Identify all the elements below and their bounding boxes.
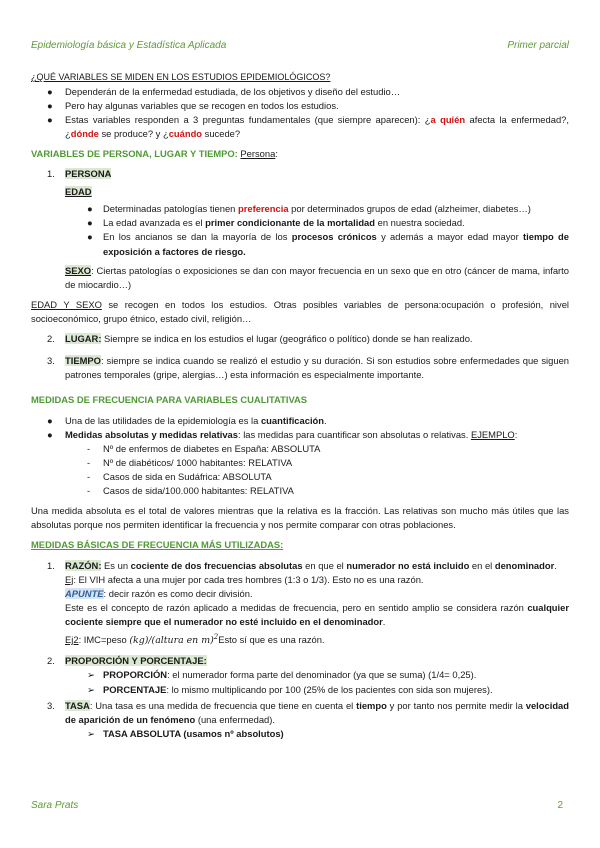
footer-author: Sara Prats [31, 800, 79, 811]
dash-icon: - [87, 471, 91, 483]
persona-heading: PERSONA [65, 168, 112, 180]
list-item: ● Medidas absolutas y medidas relativas: las medidas para cuantificar son absolutas o relativas. EJEMPLO: [31, 428, 569, 442]
section-title-variables: ¿QUÉ VARIABLES SE MIDEN EN LOS ESTUDIOS EPIDEMIOLÓGICOS? [31, 72, 331, 82]
arrow-icon: ➢ [87, 669, 95, 681]
bullet-icon: ● [87, 217, 93, 229]
list-item: ● En los ancianos se dan la mayoría de los procesos crónicos y además a mayor edad mayor tiempo de exposición a factores de riesgo. [87, 231, 569, 257]
list-item: ● Dependerán de la enfermedad estudiada, de los objetivos y diseño del estudio… [31, 85, 569, 99]
arrow-icon: ➢ [87, 683, 95, 695]
bullet-icon: ● [47, 99, 53, 111]
numbered-item-proporcion: 2. PROPORCIÓN Y PORCENTAJE: [47, 655, 207, 667]
list-item: ● Una de las utilidades de la epidemiología es la cuantificación. [31, 414, 569, 428]
page-content [31, 71, 569, 741]
list-item: ➢ PROPORCIÓN: el numerador forma parte del denominador (ya que se suma) (1/4= 0,25). [31, 668, 569, 682]
section-title-persona: VARIABLES DE PERSONA, LUGAR Y TIEMPO: Persona: [31, 147, 278, 159]
example-item: - Casos de sida en Sudáfrica: ABSOLUTA [31, 470, 569, 484]
page-footer [31, 798, 569, 813]
header-subject: Epidemiología básica y Estadística Aplicada [31, 40, 227, 51]
list-item: ● Pero hay algunas variables que se recogen en todos los estudios. [31, 99, 569, 113]
list-item: ➢ PORCENTAJE: lo mismo multiplicando por 100 (25% de los pacientes con sida son mujeres). [31, 683, 569, 697]
numbered-item-razon: 1. RAZÓN: Es un cociente de dos frecuencias absolutas en que el numerador no está incluido en el denominador. [47, 559, 557, 571]
example-item: - Nº de diabéticos/ 1000 habitantes: RELATIVA [31, 456, 569, 470]
edad-heading: EDAD [65, 186, 92, 198]
numbered-item-tiempo: 3. TIEMPO: siempre se indica cuando se realizó el estudio y su duración. Si son estudios sobre enfermedades que siguen patrones temporales (gripe, alergias…) esta información es especialmente importante. [47, 355, 569, 381]
example-item: - Casos de sida/100.000 habitantes: RELATIVA [31, 484, 569, 498]
section-title-medidas: MEDIDAS DE FRECUENCIA PARA VARIABLES CUALITATIVAS [31, 394, 308, 406]
dash-icon: - [87, 442, 91, 454]
arrow-icon: ➢ [87, 727, 95, 739]
example-item: - Nº de enfermos de diabetes en España: ABSOLUTA [31, 442, 569, 456]
page-header [31, 38, 569, 53]
list-item: ➢ TASA ABSOLUTA (usamos nº absolutos) [31, 727, 569, 741]
list-item: ● La edad avanzada es el primer condicionante de la mortalidad en nuestra sociedad. [31, 216, 569, 230]
razon-example-1: Ej: El VIH afecta a una mujer por cada tres hombres (1:3 o 1/3). Esto no es una razón. [65, 573, 424, 585]
page-number: 2 [557, 800, 563, 811]
bullet-icon: ● [47, 414, 53, 426]
dash-icon: - [87, 485, 91, 497]
bullet-icon: ● [47, 428, 53, 440]
bullet-icon: ● [47, 85, 53, 97]
dash-icon: - [87, 456, 91, 468]
list-item: ● Determinadas patologías tienen preferencia por determinados grupos de edad (alzheimer, diabetes…) [31, 202, 569, 216]
header-exam: Primer parcial [507, 40, 569, 51]
razon-concept-paragraph: Este es el concepto de razón aplicado a medidas de frecuencia, pero en sentido amplio se considera razón cualquier cociente siempre que el numerador no esté incluido en el denominador. [65, 601, 569, 627]
list-item: ● Estas variables responden a 3 preguntas fundamentales (que siempre aparecen): ¿a quién afecta la enfermedad?, ¿dónde se produce? y ¿cuándo sucede? [47, 113, 569, 139]
bullet-icon: ● [87, 231, 93, 243]
numbered-item-persona: 1. PERSONA [47, 168, 112, 180]
numbered-item-lugar: 2. LUGAR: Siempre se indica en los estudios el lugar (geográfico o político) donde se han realizado. [47, 333, 473, 345]
apunte-note: APUNTE: decir razón es como decir división. [65, 587, 253, 599]
absoluta-relativa-paragraph: Una medida absoluta es el total de valores mientras que la relativa es la fracción. Las relativas son mucho más útiles que las absolutas porque nos permiten identificar la frecuencia y nos permite comparar con otras poblaciones. [31, 505, 569, 531]
numbered-item-tasa: 3. TASA: Una tasa es una medida de frecuencia que tiene en cuenta el tiempo y por tanto nos permite medir la velocidad de aparición de un fenómeno (una enfermedad). [47, 699, 569, 725]
razon-example-2: Ej2: IMC=peso (kg)/(altura en m)$^2$Esto sí que es una razón. [65, 633, 325, 647]
sexo-paragraph: SEXO: Ciertas patologías o exposiciones se dan con mayor frecuencia en un sexo que en otro (cáncer de mama, infarto de miocardio…) [65, 264, 569, 290]
bullet-icon: ● [87, 203, 93, 215]
edad-sexo-paragraph: EDAD Y SEXO se recogen en todos los estudios. Otras posibles variables de persona:ocupación o profesión, nivel socioeconómico, grupo étnico, estado civil, religión… [31, 298, 569, 325]
bullet-icon: ● [47, 113, 53, 125]
section-title-basicas: MEDIDAS BÁSICAS DE FRECUENCIA MÁS UTILIZADAS: [31, 539, 284, 551]
